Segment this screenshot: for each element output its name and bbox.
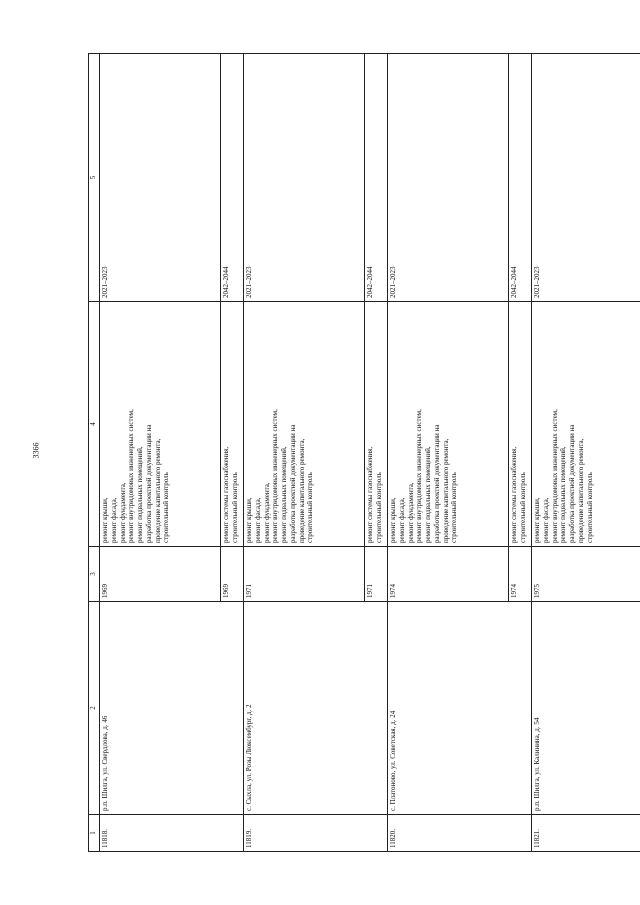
row-number-cell: 11821. bbox=[532, 815, 640, 852]
row-number-cell: 11818. bbox=[100, 815, 244, 852]
works-cell: ремонт системы газоснабжения, строительный контроль bbox=[509, 302, 532, 547]
year-cell: 1969 bbox=[221, 547, 244, 602]
year-cell: 1975 bbox=[532, 547, 640, 602]
period-cell: 2021–2023 bbox=[388, 54, 509, 302]
table-row bbox=[532, 54, 640, 852]
header-cell: 2 bbox=[89, 602, 100, 815]
header-cell: 3 bbox=[89, 547, 100, 602]
page-number: 3366 bbox=[31, 442, 41, 459]
year-cell: 1971 bbox=[244, 547, 365, 602]
period-cell: 2021–2023 bbox=[100, 54, 221, 302]
header-cell: 4 bbox=[89, 302, 100, 547]
period-cell: 2021–2023 bbox=[244, 54, 365, 302]
document-table-frame bbox=[88, 79, 594, 852]
period-cell: 2042–2044 bbox=[365, 54, 388, 302]
year-cell: 1974 bbox=[388, 547, 509, 602]
header-cell: 1 bbox=[89, 815, 100, 852]
table-row bbox=[100, 54, 221, 852]
address-cell: р.п. Шилга, ул. Калинина, д. 54 bbox=[532, 602, 640, 815]
row-number-cell: 11819. bbox=[244, 815, 388, 852]
works-cell: ремонт крыши, ремонт фасада, ремонт внутридомовых инженерных систем, ремонт подвальных помещений, разработка проектной документации на проведение капитального ремонта, строительный контроль bbox=[532, 302, 640, 547]
address-cell: с. Платоново, ул. Советская, д. 24 bbox=[388, 602, 532, 815]
year-cell: 1971 bbox=[365, 547, 388, 602]
works-cell: ремонт системы газоснабжения, строительный контроль bbox=[221, 302, 244, 547]
address-cell: р.п. Шилга, ул. Свердлова, д. 46 bbox=[100, 602, 244, 815]
period-cell: 2021–2023 bbox=[532, 54, 640, 302]
works-cell: ремонт крыши, ремонт фасада, ремонт фундамента, ремонт внутридомовых инженерных систем, ремонт подвальных помещений, разработка проектной документации на проведение капитального ремонта, строительный контроль bbox=[244, 302, 365, 547]
row-number-cell: 11820. bbox=[388, 815, 532, 852]
rotated-table-container bbox=[88, 79, 594, 852]
capital-repair-table bbox=[88, 53, 640, 852]
period-cell: 2042–2044 bbox=[221, 54, 244, 302]
works-cell: ремонт системы газоснабжения, строительный контроль bbox=[365, 302, 388, 547]
period-cell: 2042–2044 bbox=[509, 54, 532, 302]
works-cell: ремонт крыши, ремонт фасада, ремонт фундамента, ремонт внутридомовых инженерных систем, ремонт подвальных помещений, разработка проектной документации на проведение капитального ремонта, строительный контроль bbox=[388, 302, 509, 547]
address-cell: с. Сыхла, ул. Розы Люксембург, д. 2 bbox=[244, 602, 388, 815]
year-cell: 1969 bbox=[100, 547, 221, 602]
header-row bbox=[89, 54, 100, 852]
table-row bbox=[244, 54, 365, 852]
table-row bbox=[388, 54, 509, 852]
year-cell: 1974 bbox=[509, 547, 532, 602]
works-cell: ремонт крыши, ремонт фасада, ремонт фундамента, ремонт внутридомовых инженерных систем, ремонт подвальных помещений, разработка проектной документации на проведение капитального ремонта, строительный контроль bbox=[100, 302, 221, 547]
header-cell: 5 bbox=[89, 54, 100, 302]
